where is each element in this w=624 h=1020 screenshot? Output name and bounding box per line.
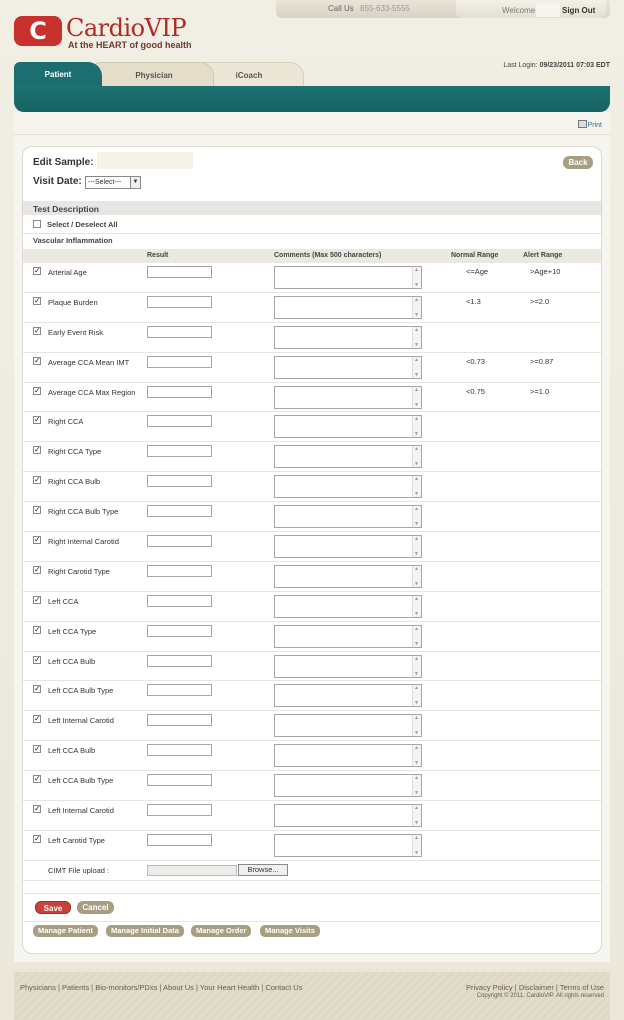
footer-link[interactable]: Terms of Use — [559, 983, 604, 992]
divider — [23, 893, 601, 894]
alert-range: >=0.87 — [530, 356, 554, 366]
print-link[interactable] — [578, 120, 602, 129]
scrollbar[interactable] — [412, 506, 421, 527]
row-checkbox[interactable]: ✓ — [34, 594, 41, 604]
row-checkbox[interactable]: ✓ — [34, 355, 41, 365]
footer-link[interactable]: Patients — [61, 983, 90, 992]
manage-initial-data-button[interactable]: Manage Initial Data — [106, 925, 184, 937]
scrollbar[interactable] — [412, 327, 421, 348]
row-checkbox[interactable]: ✓ — [34, 714, 41, 724]
separator: | — [157, 983, 164, 992]
scrollbar[interactable] — [412, 596, 421, 617]
visit-date-label: Visit Date: — [33, 176, 82, 187]
result-input[interactable] — [147, 804, 212, 816]
result-input[interactable] — [147, 535, 212, 547]
test-label: Early Event Risk — [48, 327, 104, 337]
logo-tagline: At the HEART of good health — [68, 40, 192, 50]
table-row — [23, 412, 601, 442]
row-checkbox[interactable]: ✓ — [34, 624, 41, 634]
result-input[interactable] — [147, 655, 212, 667]
section-title: Test Description — [33, 204, 99, 214]
table-row — [23, 472, 601, 502]
table-row — [23, 532, 601, 562]
result-input[interactable] — [147, 296, 212, 308]
separator: | — [259, 983, 266, 992]
table-row — [23, 831, 601, 861]
test-label: Average CCA Mean IMT — [48, 357, 130, 367]
footer-links — [20, 983, 302, 992]
row-checkbox[interactable]: ✓ — [34, 445, 41, 455]
comments-textarea[interactable] — [274, 326, 422, 349]
test-label: Plaque Burden — [48, 297, 98, 307]
welcome-text: Welcome — [502, 6, 536, 15]
scrollbar[interactable] — [412, 357, 421, 378]
result-input[interactable] — [147, 266, 212, 278]
subnav-bar — [14, 86, 610, 112]
result-input[interactable] — [147, 625, 212, 637]
row-checkbox[interactable]: ✓ — [34, 564, 41, 574]
section-header — [23, 201, 601, 215]
comments-textarea[interactable] — [274, 744, 422, 767]
test-label: Left CCA Bulb Type — [48, 776, 114, 786]
comments-textarea[interactable] — [274, 266, 422, 289]
group-title: Vascular Inflammation — [33, 236, 113, 245]
table-row — [23, 711, 601, 741]
result-input[interactable] — [147, 326, 212, 338]
divider — [23, 233, 601, 234]
copyright: Copyright © 2011, CardioVIP. All rights reserved — [476, 993, 604, 999]
table-row — [23, 801, 601, 831]
test-label: Right CCA — [48, 417, 84, 427]
column-alert-range: Alert Range — [523, 252, 563, 259]
comments-textarea[interactable] — [274, 565, 422, 588]
table-row — [23, 562, 601, 592]
table-row — [23, 592, 601, 622]
scrollbar[interactable] — [412, 656, 421, 677]
comments-textarea[interactable] — [274, 655, 422, 678]
result-input[interactable] — [147, 714, 212, 726]
test-label: Left CCA — [48, 596, 79, 606]
normal-range: <1.3 — [466, 296, 481, 306]
result-input[interactable] — [147, 834, 212, 846]
scrollbar[interactable] — [412, 745, 421, 766]
footer-link[interactable]: Bio-monitors/PDxs — [95, 983, 158, 992]
test-label: Average CCA Max Region — [48, 387, 136, 397]
scrollbar[interactable] — [412, 685, 421, 706]
divider — [23, 921, 601, 922]
scrollbar[interactable] — [412, 267, 421, 288]
comments-textarea[interactable] — [274, 505, 422, 528]
chevron-down-icon: ▼ — [130, 177, 140, 188]
last-login-value: 09/23/2011 07:03 EDT — [539, 62, 610, 69]
row-checkbox[interactable]: ✓ — [34, 804, 41, 814]
result-input[interactable] — [147, 774, 212, 786]
result-input[interactable] — [147, 445, 212, 457]
footer-link[interactable]: Contact Us — [265, 983, 303, 992]
result-input[interactable] — [147, 595, 212, 607]
footer-link[interactable]: Your Heart Health — [199, 983, 260, 992]
scrollbar[interactable] — [412, 715, 421, 736]
row-checkbox[interactable]: ✓ — [34, 684, 41, 694]
select-all-checkbox[interactable] — [33, 220, 41, 228]
comments-textarea[interactable] — [274, 684, 422, 707]
test-label: Left Internal Carotid — [48, 806, 114, 816]
comments-textarea[interactable] — [274, 535, 422, 558]
result-input[interactable] — [147, 744, 212, 756]
footer-link[interactable]: Privacy Policy — [466, 983, 513, 992]
visit-date-select[interactable] — [85, 176, 141, 189]
normal-range: <=Age — [466, 267, 489, 276]
test-label: Left CCA Bulb — [48, 656, 96, 666]
comments-textarea[interactable] — [274, 356, 422, 379]
row-checkbox[interactable]: ✓ — [34, 654, 41, 664]
file-upload-row — [23, 861, 601, 881]
alert-range: >Age+10 — [530, 267, 561, 276]
comments-textarea[interactable] — [274, 804, 422, 827]
comments-textarea[interactable] — [274, 296, 422, 319]
browse-button[interactable]: Browse... — [238, 864, 288, 876]
table-header — [23, 249, 601, 263]
call-us — [328, 4, 410, 13]
comments-textarea[interactable] — [274, 714, 422, 737]
main-content — [14, 112, 610, 962]
test-label: Left CCA Bulb — [48, 746, 96, 756]
footer-right-links — [466, 983, 604, 992]
test-label: Right Internal Carotid — [48, 537, 119, 547]
divider — [14, 134, 610, 135]
separator: | — [89, 983, 96, 992]
row-checkbox[interactable]: ✓ — [34, 325, 41, 335]
save-button[interactable]: Save — [35, 901, 71, 914]
result-input[interactable] — [147, 565, 212, 577]
table-row — [23, 263, 601, 293]
result-input[interactable] — [147, 684, 212, 696]
scrollbar[interactable] — [412, 566, 421, 587]
row-checkbox[interactable]: ✓ — [34, 295, 41, 305]
call-us-label: Call Us — [328, 4, 354, 13]
scrollbar[interactable] — [412, 297, 421, 318]
cancel-button[interactable]: Cancel — [77, 901, 114, 914]
footer-link[interactable]: About Us — [163, 983, 194, 992]
footer-link[interactable]: Physicians — [20, 983, 56, 992]
comments-textarea[interactable] — [274, 625, 422, 648]
tab-icoach[interactable]: iCoach — [194, 62, 304, 88]
tab-patient[interactable]: Patient — [14, 62, 102, 88]
row-checkbox[interactable]: ✓ — [34, 475, 41, 485]
row-checkbox[interactable]: ✓ — [34, 833, 41, 843]
row-checkbox[interactable]: ✓ — [34, 535, 41, 545]
test-label: Arterial Age — [48, 268, 87, 277]
comments-textarea[interactable] — [274, 445, 422, 468]
table-row — [23, 353, 601, 383]
back-button[interactable]: Back — [563, 156, 593, 169]
scrollbar[interactable] — [412, 626, 421, 647]
logo-mark-icon: C — [14, 16, 62, 46]
normal-range: <0.73 — [466, 356, 485, 366]
separator: | — [512, 983, 519, 992]
scrollbar[interactable] — [412, 387, 421, 408]
table-row — [23, 771, 601, 801]
separator: | — [553, 983, 560, 992]
manage-visits-button[interactable]: Manage Visits — [260, 925, 320, 937]
scrollbar[interactable] — [412, 446, 421, 467]
edit-sample-card — [22, 146, 602, 954]
alert-range: >=2.0 — [530, 296, 550, 306]
last-login — [503, 62, 610, 69]
table-row — [23, 741, 601, 771]
logo[interactable] — [14, 14, 214, 54]
row-checkbox[interactable]: ✓ — [34, 744, 41, 754]
username-field — [536, 3, 560, 17]
footer — [14, 972, 610, 1020]
table-row — [23, 622, 601, 652]
scrollbar[interactable] — [412, 835, 421, 856]
manage-patient-button[interactable]: Manage Patient — [33, 925, 98, 937]
scrollbar[interactable] — [412, 805, 421, 826]
upload-label: CIMT File upload : — [48, 866, 110, 875]
column-normal-range: Normal Range — [451, 252, 499, 259]
select-all-row — [33, 220, 118, 229]
printer-icon — [578, 120, 587, 128]
test-label: Left Carotid Type — [48, 835, 105, 845]
page-title: Edit Sample: — [33, 157, 94, 168]
test-label: Right CCA Bulb Type — [48, 507, 119, 517]
logo-name: CardioVIP — [66, 14, 187, 42]
welcome-box — [456, 0, 606, 18]
test-label: Right CCA Type — [48, 447, 102, 457]
test-label: Left CCA Type — [48, 626, 97, 636]
test-label: Left Internal Carotid — [48, 716, 114, 726]
scrollbar[interactable] — [412, 476, 421, 497]
row-checkbox[interactable]: ✓ — [34, 774, 41, 784]
test-label: Right CCA Bulb — [48, 477, 101, 487]
footer-link[interactable]: Disclaimer — [518, 983, 554, 992]
column-result: Result — [147, 252, 169, 259]
sign-out-link[interactable]: Sign Out — [562, 6, 596, 15]
comments-textarea[interactable] — [274, 774, 422, 797]
file-path-input[interactable] — [147, 865, 237, 876]
table-row — [23, 323, 601, 353]
table-row — [23, 383, 601, 413]
comments-textarea[interactable] — [274, 834, 422, 857]
result-input[interactable] — [147, 475, 212, 487]
result-input[interactable] — [147, 386, 212, 398]
result-input[interactable] — [147, 415, 212, 427]
sample-name-field — [97, 152, 193, 169]
scrollbar[interactable] — [412, 775, 421, 796]
result-input[interactable] — [147, 505, 212, 517]
table-row — [23, 502, 601, 532]
test-rows — [23, 263, 601, 861]
row-checkbox[interactable]: ✓ — [34, 385, 41, 395]
top-bar — [276, 0, 610, 18]
test-label: Right Carotid Type — [48, 566, 110, 576]
visit-date-value: ---Select--- — [88, 179, 122, 186]
separator: | — [193, 983, 200, 992]
table-row — [23, 652, 601, 682]
scrollbar[interactable] — [412, 416, 421, 437]
row-checkbox[interactable]: ✓ — [34, 266, 41, 275]
comments-textarea[interactable] — [274, 415, 422, 438]
row-checkbox[interactable]: ✓ — [34, 415, 41, 425]
result-input[interactable] — [147, 356, 212, 368]
table-row — [23, 442, 601, 472]
test-label: Left CCA Bulb Type — [48, 686, 114, 696]
scrollbar[interactable] — [412, 536, 421, 557]
tab-physician[interactable]: Physician — [94, 62, 214, 88]
normal-range: <0.75 — [466, 386, 485, 396]
select-all-label: Select / Deselect All — [47, 220, 118, 229]
alert-range: >=1.0 — [530, 386, 550, 396]
column-comments: Comments (Max 500 characters) — [274, 252, 382, 259]
separator: | — [55, 983, 62, 992]
row-checkbox[interactable]: ✓ — [34, 505, 41, 515]
last-login-label: Last Login: — [503, 62, 538, 69]
manage-order-button[interactable]: Manage Order — [191, 925, 251, 937]
phone-icon-number: 855-633-5555 — [360, 4, 410, 13]
table-row — [23, 293, 601, 323]
comments-textarea[interactable] — [274, 386, 422, 409]
comments-textarea[interactable] — [274, 475, 422, 498]
comments-textarea[interactable] — [274, 595, 422, 618]
table-row — [23, 681, 601, 711]
print-label: Print — [587, 122, 602, 129]
